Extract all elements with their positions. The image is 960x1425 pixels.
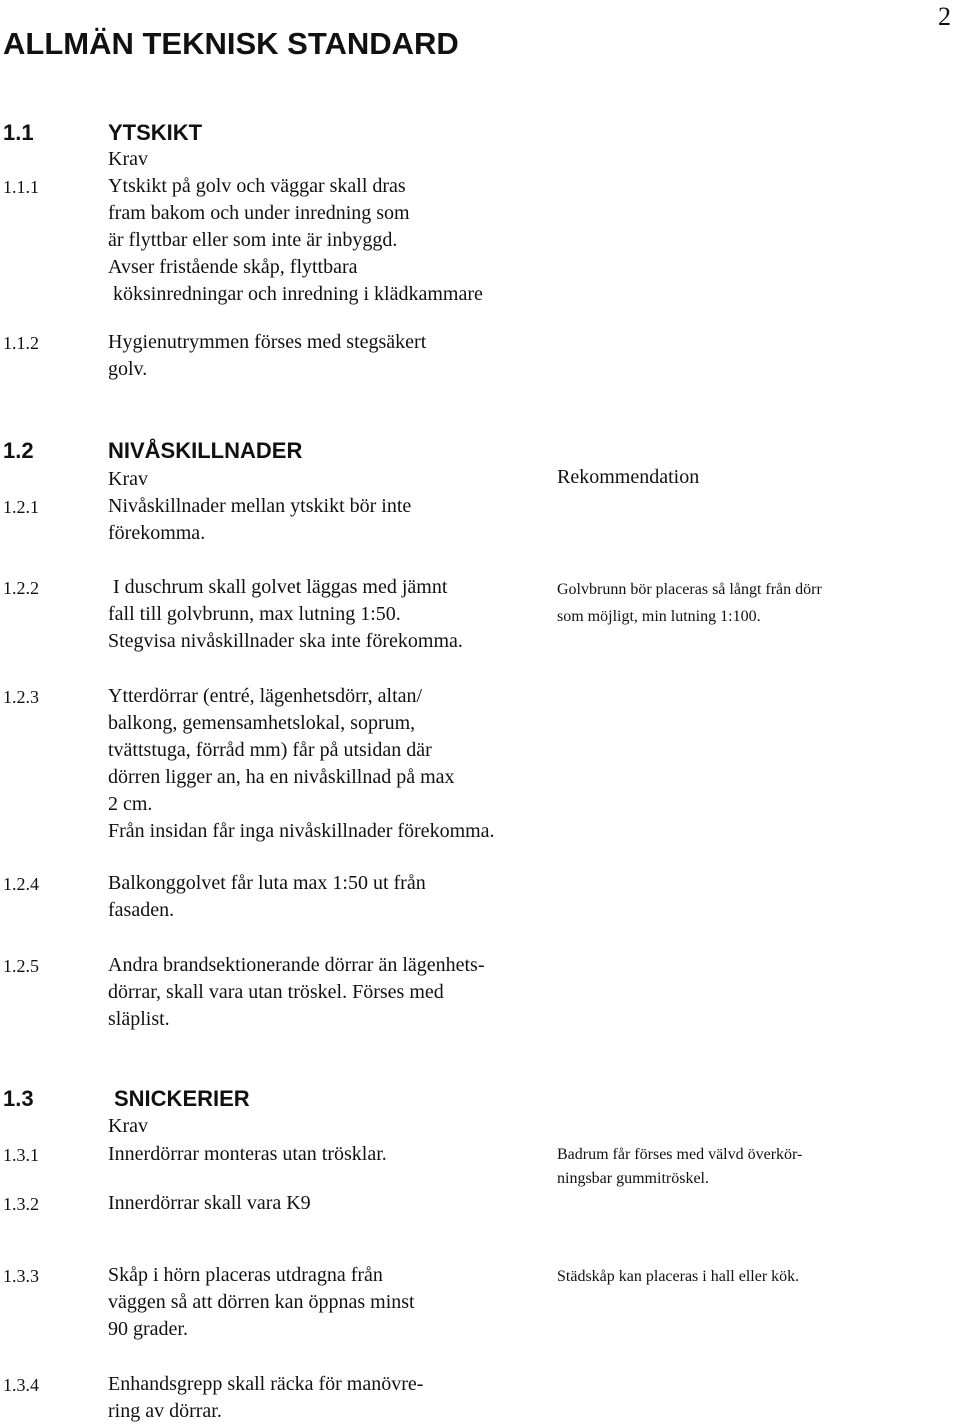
item-number: 1.3.4 (3, 1375, 39, 1395)
text-line: Innerdörrar skall vara K9 (108, 1192, 311, 1214)
item-text (108, 1371, 423, 1425)
text-line: fasaden. (108, 899, 175, 921)
item-text (108, 683, 495, 845)
text-line: fram bakom och under inredning som (108, 202, 410, 224)
krav-label: Krav (108, 468, 148, 490)
item-number: 1.2.1 (3, 497, 39, 517)
text-line: Innerdörrar monteras utan trösklar. (108, 1143, 387, 1165)
text-line: som möjligt, min lutning 1:100. (557, 608, 761, 625)
text-line: balkong, gemensamhetslokal, soprum, (108, 712, 416, 734)
krav-label: Krav (108, 148, 148, 170)
text-line: Ytskikt på golv och väggar skall dras (108, 175, 406, 197)
section-number: 1.2 (3, 438, 34, 463)
text-line: fall till golvbrunn, max lutning 1:50. (108, 603, 401, 625)
text-line: Städskåp kan placeras i hall eller kök. (557, 1268, 800, 1285)
text-line: dörrar, skall vara utan tröskel. Förses med (108, 981, 444, 1003)
text-line: ring av dörrar. (108, 1400, 222, 1422)
item-text (108, 952, 485, 1033)
item-number: 1.1.1 (3, 177, 39, 197)
text-line: golv. (108, 358, 148, 380)
item-text (108, 870, 426, 924)
item-number: 1.3.2 (3, 1194, 39, 1214)
text-line: 90 grader. (108, 1318, 188, 1340)
text-line: tvättstuga, förråd mm) får på utsidan där (108, 739, 432, 761)
item-number: 1.2.4 (3, 874, 39, 894)
text-line: väggen så att dörren kan öppnas minst (108, 1291, 415, 1313)
rekommendation-label: Rekommendation (557, 466, 700, 488)
text-line: släplist. (108, 1008, 170, 1030)
text-line: dörren ligger an, ha en nivåskillnad på max (108, 766, 455, 788)
item-text (108, 329, 426, 383)
text-line: är flyttbar eller som inte är inbyggd. (108, 229, 398, 251)
item-text (108, 173, 483, 308)
item-text (108, 1262, 415, 1343)
item-number: 1.2.5 (3, 956, 39, 976)
section-title: YTSKIKT (108, 120, 203, 145)
item-text (108, 1141, 387, 1168)
text-line: Stegvisa nivåskillnader ska inte förekomma. (108, 630, 463, 652)
text-line: Ytterdörrar (entré, lägenhetsdörr, altan/ (108, 685, 423, 707)
krav-label: Krav (108, 1115, 148, 1137)
recommendation-text (557, 576, 822, 630)
text-line: Golvbrunn bör placeras så långt från dörr (557, 581, 822, 598)
item-text (108, 574, 463, 655)
text-line: Andra brandsektionerande dörrar än lägenhets- (108, 954, 485, 976)
section-number: 1.3 (3, 1086, 34, 1111)
section-title: NIVÅSKILLNADER (108, 438, 303, 463)
page-number: 2 (938, 2, 951, 31)
text-line: Nivåskillnader mellan ytskikt bör inte (108, 495, 412, 517)
document-title: ALLMÄN TEKNISK STANDARD (3, 26, 459, 61)
text-line: Balkonggolvet får luta max 1:50 ut från (108, 872, 426, 894)
recommendation-text (557, 1265, 799, 1289)
text-line: I duschrum skall golvet läggas med jämnt (108, 576, 448, 598)
item-number: 1.3.1 (3, 1145, 39, 1165)
item-number: 1.2.2 (3, 578, 39, 598)
text-line: Hygienutrymmen förses med stegsäkert (108, 331, 427, 353)
text-line: förekomma. (108, 522, 206, 544)
section-number: 1.1 (3, 120, 34, 145)
text-line: 2 cm. (108, 793, 153, 815)
recommendation-text (557, 1143, 802, 1191)
item-text (108, 1190, 311, 1217)
text-line: Skåp i hörn placeras utdragna från (108, 1264, 383, 1286)
item-number: 1.1.2 (3, 333, 39, 353)
text-line: ningsbar gummitröskel. (557, 1170, 709, 1187)
section-title: SNICKERIER (114, 1086, 250, 1111)
item-number: 1.2.3 (3, 687, 39, 707)
text-line: köksinredningar och inredning i klädkammare (108, 283, 483, 305)
text-line: Badrum får förses med välvd överkör- (557, 1146, 803, 1163)
text-line: Avser fristående skåp, flyttbara (108, 256, 358, 278)
text-line: Från insidan får inga nivåskillnader förekomma. (108, 820, 495, 842)
item-text (108, 493, 411, 547)
text-line: Enhandsgrepp skall räcka för manövre- (108, 1373, 424, 1395)
item-number: 1.3.3 (3, 1266, 39, 1286)
